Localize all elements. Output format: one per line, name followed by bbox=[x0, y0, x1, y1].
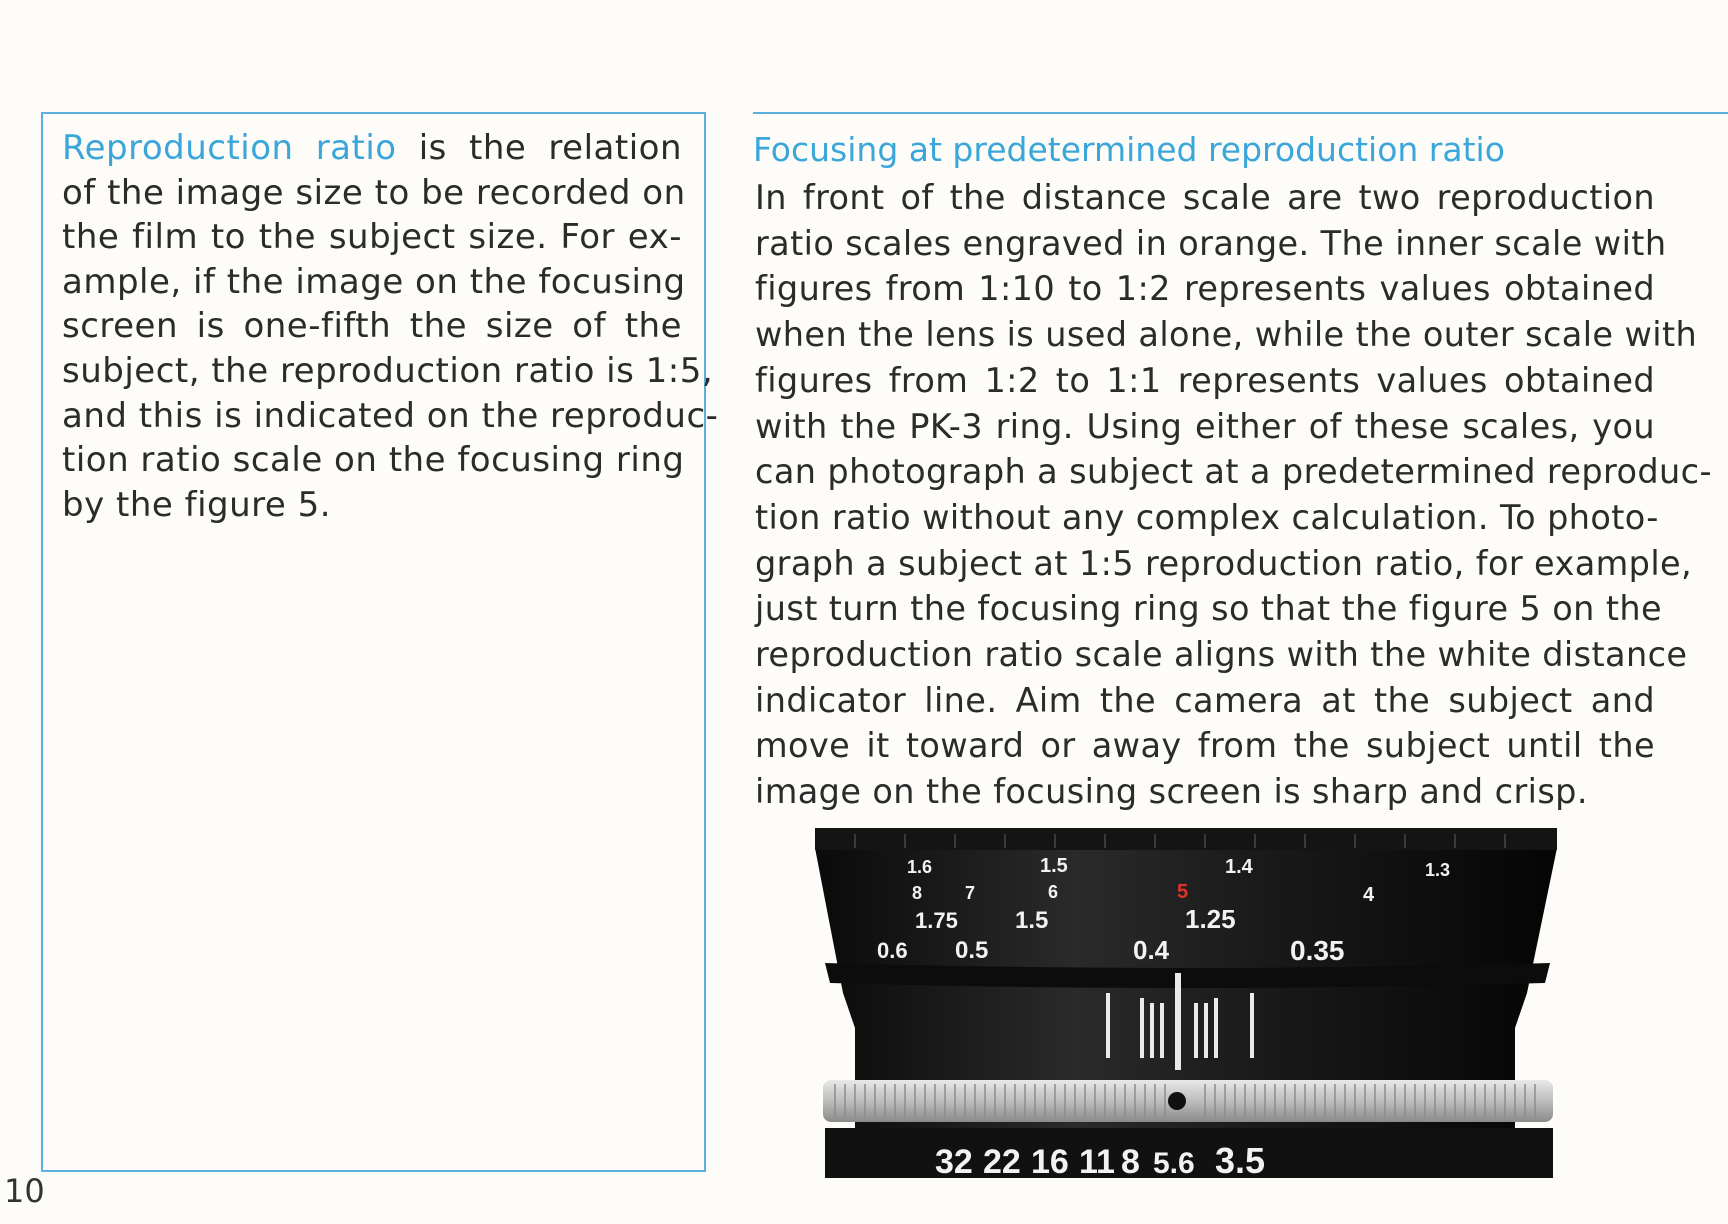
scale-top-label: 1.6 bbox=[907, 857, 933, 877]
sidebar-line: screen is one-fifth the size of the bbox=[62, 306, 682, 347]
index-dot-icon bbox=[1168, 1092, 1186, 1110]
lens-photo bbox=[815, 828, 1560, 1178]
distance-label: 0.4 bbox=[1133, 935, 1170, 965]
sidebar-line: ample, if the image on the focusing bbox=[62, 261, 686, 302]
aperture-ring-chrome bbox=[823, 1080, 1553, 1122]
distance-label: 0.6 bbox=[877, 938, 908, 963]
sidebar-line: is the relation bbox=[396, 128, 682, 168]
aperture-label: 5.6 bbox=[1153, 1147, 1195, 1178]
ratio-outer-label: 8 bbox=[912, 883, 923, 903]
distance-label: 0.5 bbox=[955, 937, 989, 964]
body-line: can photograph a subject at a predetermined reproduc- bbox=[755, 452, 1712, 492]
scale-top-label: 1.5 bbox=[1040, 855, 1068, 877]
scale-top-label: 1.3 bbox=[1425, 860, 1451, 880]
distance-label: 0.35 bbox=[1290, 935, 1345, 966]
body-line: graph a subject at 1:5 reproduction ratio, for example, bbox=[755, 543, 1693, 583]
aperture-label: 11 bbox=[1079, 1143, 1115, 1178]
body-line: image on the focusing screen is sharp and crisp. bbox=[755, 772, 1588, 812]
aperture-label: 22 bbox=[983, 1143, 1021, 1178]
body-line: tion ratio without any complex calculation. To photo- bbox=[755, 497, 1659, 537]
body-line: just turn the focusing ring so that the figure 5 on the bbox=[755, 589, 1663, 629]
body-line: figures from 1:2 to 1:1 represents values obtained bbox=[755, 360, 1655, 400]
sidebar-line: subject, the reproduction ratio is 1:5, bbox=[62, 350, 714, 391]
section-rule bbox=[753, 112, 1728, 114]
scale-top-label: 1.4 bbox=[1225, 856, 1253, 878]
ratio-outer-label: 7 bbox=[965, 883, 976, 903]
body-line: figures from 1:10 to 1:2 represents values obtained bbox=[755, 269, 1655, 309]
sidebar-paragraph bbox=[62, 126, 719, 527]
sidebar-line: and this is indicated on the reproduc- bbox=[62, 395, 719, 436]
ratio-inner-label: 1.75 bbox=[915, 908, 958, 933]
aperture-label: 16 bbox=[1031, 1143, 1069, 1178]
body-line: ratio scales engraved in orange. The inner scale with bbox=[755, 223, 1667, 263]
ratio-outer-label-highlight: 5 bbox=[1177, 881, 1189, 903]
body-line: move it toward or away from the subject until the bbox=[755, 726, 1655, 766]
sidebar-line: of the image size to be recorded on bbox=[62, 172, 686, 213]
body-line: In front of the distance scale are two reproduction bbox=[755, 178, 1655, 217]
sidebar-line: the film to the subject size. For ex- bbox=[62, 217, 682, 258]
body-line: with the PK-3 ring. Using either of these scales, you bbox=[755, 406, 1655, 446]
ratio-inner-label: 1.25 bbox=[1185, 904, 1236, 934]
body-line: indicator line. Aim the camera at the subject and bbox=[755, 680, 1655, 720]
sidebar-line: tion ratio scale on the focusing ring bbox=[62, 440, 685, 481]
section-body bbox=[755, 175, 1712, 815]
aperture-label: 8 bbox=[1121, 1143, 1140, 1178]
sidebar-term: Reproduction ratio bbox=[62, 128, 397, 168]
aperture-label: 3.5 bbox=[1215, 1140, 1266, 1178]
sidebar-line: by the figure 5. bbox=[62, 484, 332, 525]
aperture-label: 32 bbox=[935, 1143, 973, 1178]
body-line: reproduction ratio scale aligns with the white distance bbox=[755, 635, 1688, 675]
page-number: 10 bbox=[4, 1172, 45, 1210]
ratio-outer-label: 4 bbox=[1363, 884, 1375, 906]
ratio-inner-label: 1.5 bbox=[1015, 907, 1049, 934]
body-line: when the lens is used alone, while the outer scale with bbox=[755, 315, 1698, 355]
section-heading: Focusing at predetermined reproduction ratio bbox=[753, 130, 1505, 169]
ratio-outer-label: 6 bbox=[1048, 882, 1059, 902]
